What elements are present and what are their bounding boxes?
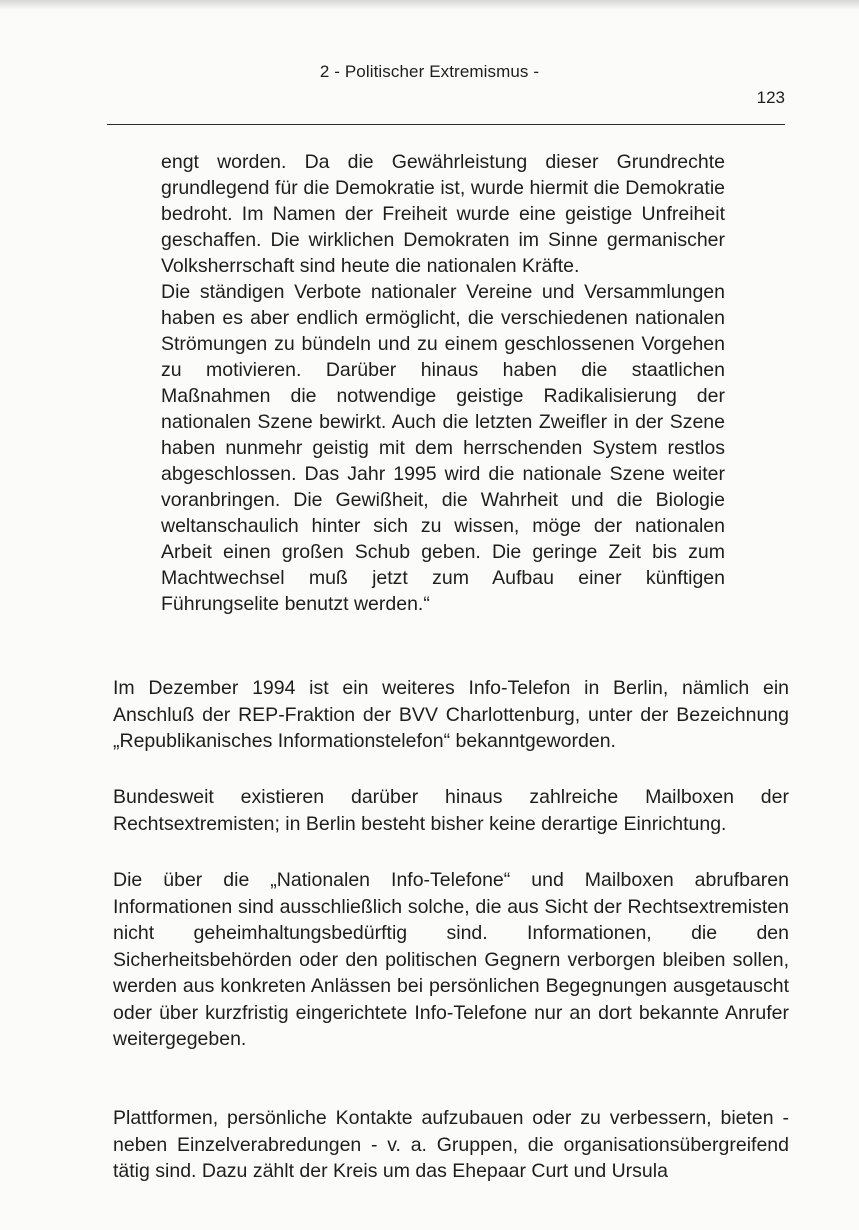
running-header: 2 - Politischer Extremismus - [319,62,540,81]
paragraph-text: Bundesweit existieren darüber hinaus zahlreiche Mailboxen der Rechtsextremisten; in Berlin besteht bisher keine derartige Einrichtung. [113,786,789,835]
block-quote [161,149,725,617]
page-number: 123 [756,88,785,107]
body-paragraph-1 [113,675,789,755]
paragraph-text: Plattformen, persönliche Kontakte aufzubauen oder zu verbessern, bieten - neben Einzelverabredungen - v. a. Gruppen, die organisationsübergreifend tätig sind. Dazu zählt der Kreis um das Ehepaar Curt und Ursula [113,1107,789,1182]
quote-paragraph-2: Die ständigen Verbote nationaler Vereine und Versammlungen haben es aber endlich ermöglicht, die verschiedenen nationalen Strömungen zu bündeln und zu einem geschlossenen Vorgehen zu motivieren. Darüber hinaus haben die staatlichen Maßnahmen die notwendige geistige Radikalisierung der nationalen Szene bewirkt. Auch die letzten Zweifler in der Szene haben nunmehr geistig mit dem herrschenden System restlos abgeschlossen. Das Jahr 1995 wird die nationale Szene weiter voranbringen. Die Gewißheit, die Wahrheit und die Biologie weltanschaulich hinter sich zu wissen, möge der nationalen Arbeit einen großen Schub geben. Die geringe Zeit bis zum Machtwechsel muß jetzt zum Aufbau einer künftigen Führungselite benutzt werden.“ [161,281,725,615]
scan-edge-shadow [0,0,859,10]
body-paragraph-3 [113,867,789,1053]
paragraph-text: Die über die „Nationalen Info-Telefone“ und Mailboxen abrufbaren Informationen sind ausschließlich solche, die aus Sicht der Rechtsextremisten nicht geheimhaltungsbedürftig sind. Informationen, die den Sicherheitsbehörden oder den politischen Gegnern verborgen bleiben sollen, werden aus konkreten Anlässen bei persönlichen Begegnungen ausgetauscht oder über kurzfristig eingerichtete Info-Telefone nur an dort bekannte Anrufer weitergegeben. [113,869,789,1050]
paragraph-text: Im Dezember 1994 ist ein weiteres Info-Telefon in Berlin, nämlich ein Anschluß der REP-Fraktion der BVV Charlottenburg, unter der Bezeichnung „Republikanisches Informationstelefon“ bekanntgeworden. [113,677,789,752]
header-rule [107,124,785,125]
quote-paragraph-1: engt worden. Da die Gewährleistung dieser Grundrechte grundlegend für die Demokratie ist, wurde hiermit die Demokratie bedroht. Im Namen der Freiheit wurde eine geistige Unfreiheit geschaffen. Die wirklichen Demokraten im Sinne germanischer Volksherrschaft sind heute die nationalen Kräfte. [161,151,725,277]
body-paragraph-4 [113,1105,789,1185]
body-paragraph-2 [113,784,789,837]
